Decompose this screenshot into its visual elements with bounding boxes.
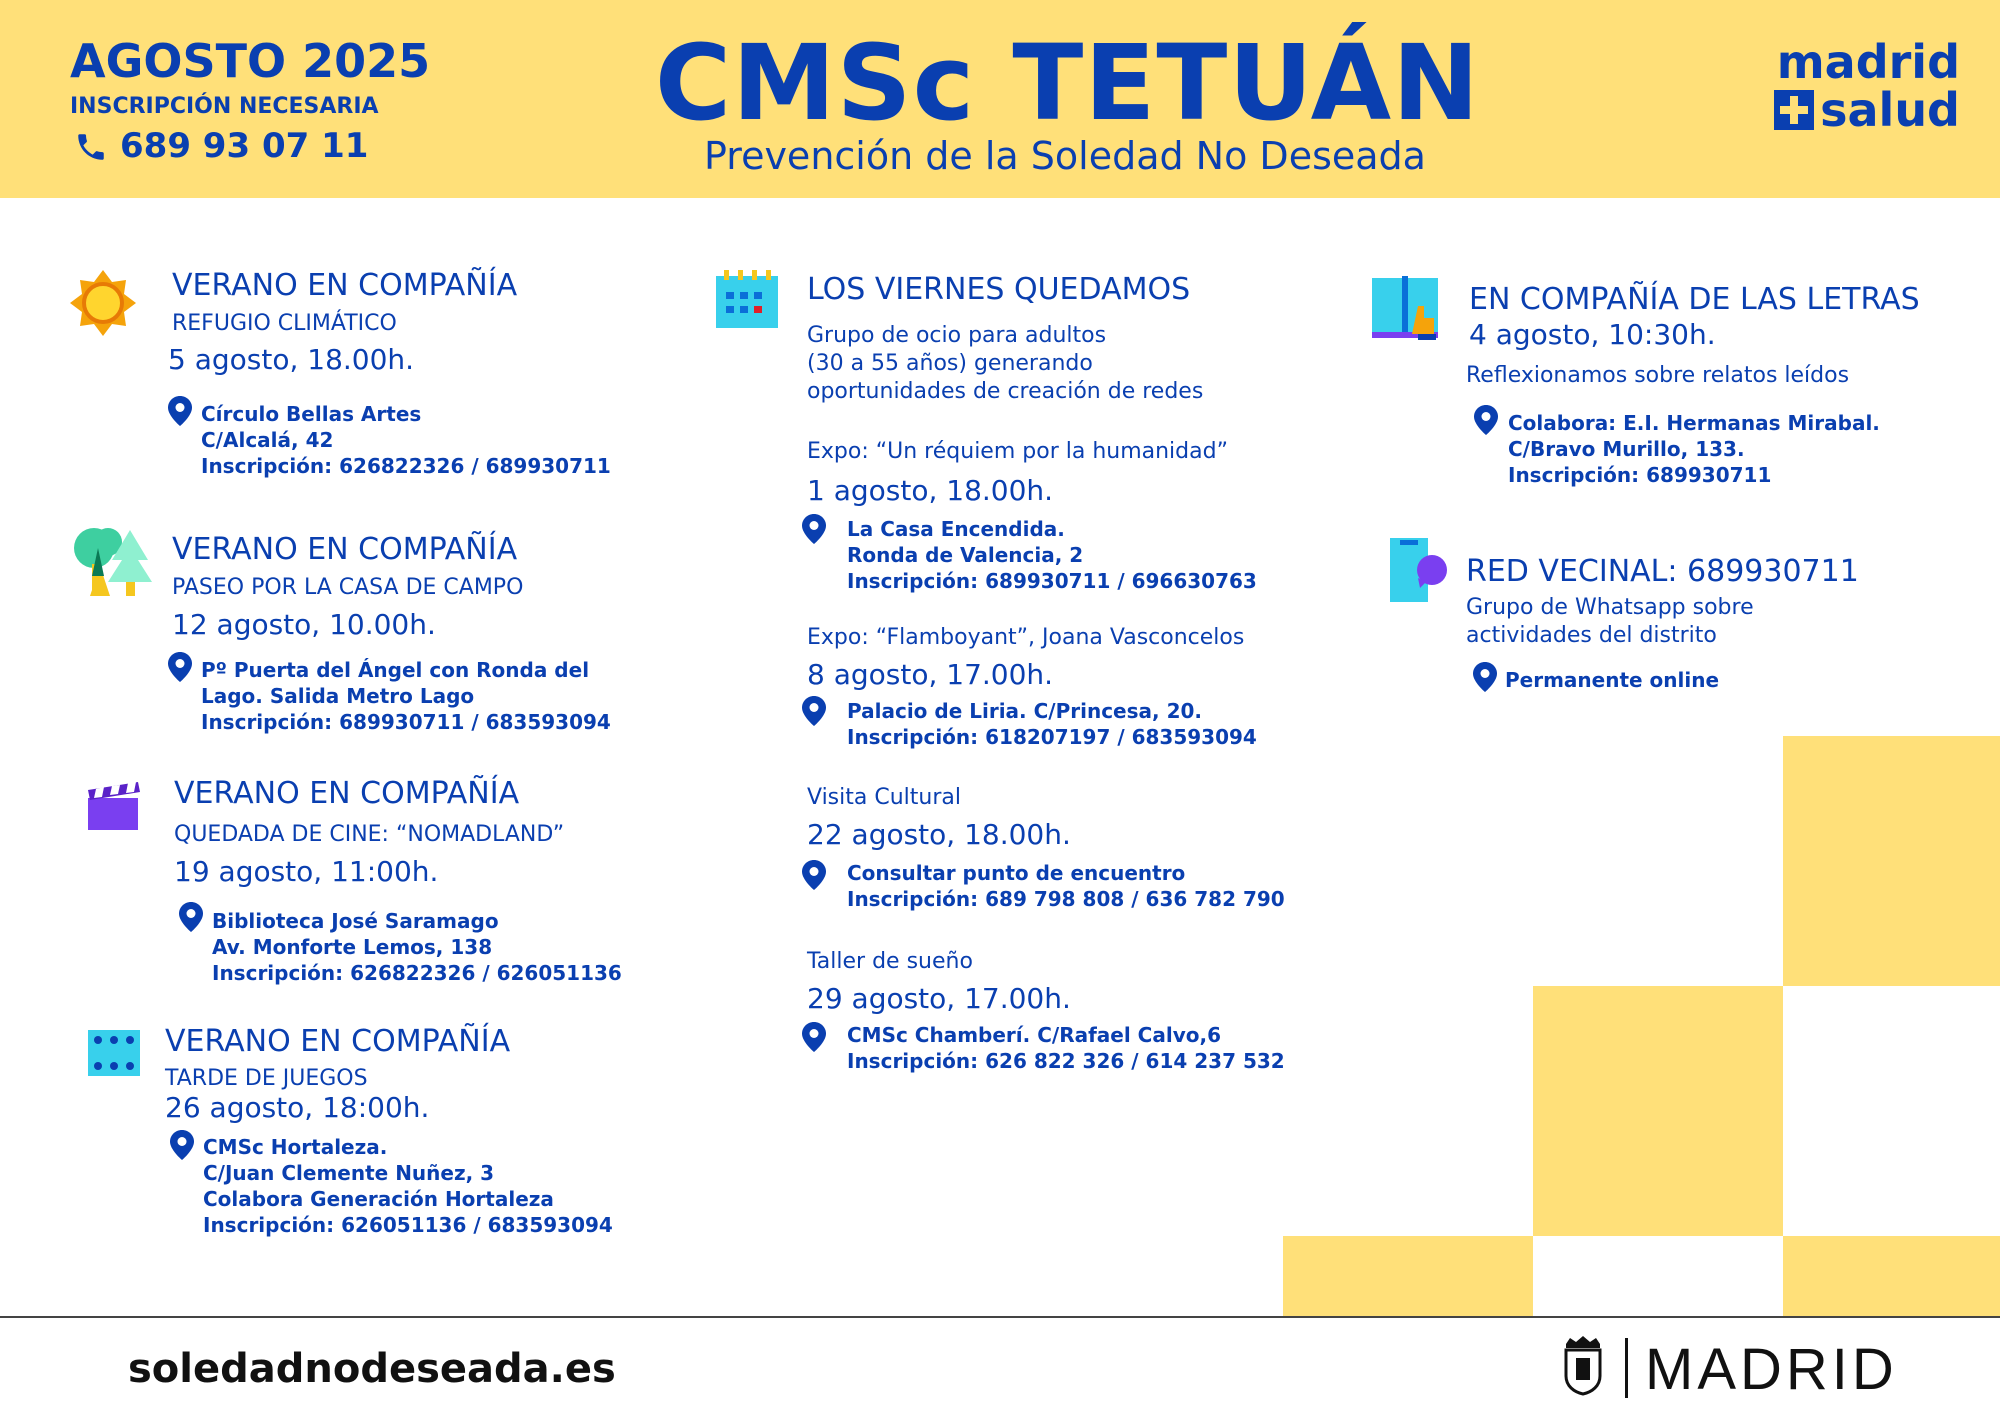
viernes-event1-name: Expo: “Un réquiem por la humanidad” [807,439,1228,464]
location-pin-icon [170,1130,194,1160]
red-vecinal-status: Permanente online [1505,668,1720,692]
page-subtitle: Prevención de la Soledad No Deseada [704,134,1426,178]
event4-location: CMSc Hortaleza. C/Juan Clemente Nuñez, 3 Colabora Generación Hortaleza Inscripción: 626051136 / 683593094 [203,1135,613,1237]
decor-square [1283,1236,1533,1316]
event3-subtitle: QUEDADA DE CINE: “NOMADLAND” [174,822,565,847]
footer-divider [0,1316,2000,1318]
madrid-salud-logo [1774,35,1960,137]
decor-square [1783,1236,2000,1316]
inscription-note: INSCRIPCIÓN NECESARIA [70,94,379,119]
viernes-event4-location: CMSc Chamberí. C/Rafael Calvo,6 Inscripción: 626 822 326 / 614 237 532 [847,1023,1285,1073]
madrid-coat-of-arms-icon [1562,1334,1604,1396]
event4-subtitle: TARDE DE JUEGOS [165,1066,368,1091]
page-title: CMSc TETUÁN [654,22,1481,144]
brand-line1: madrid [1776,35,1960,89]
viernes-event4-name: Taller de sueño [807,949,973,974]
event3-date: 19 agosto, 11:00h. [174,855,439,888]
event1-subtitle: REFUGIO CLIMÁTICO [172,311,397,336]
location-pin-icon [1474,405,1498,435]
calendar-icon [716,270,778,328]
red-vecinal-description: Grupo de Whatsapp sobre actividades del distrito [1466,595,1754,648]
event2-subtitle: PASEO POR LA CASA DE CAMPO [172,575,524,600]
viernes-event2-location: Palacio de Liria. C/Princesa, 20. Inscripción: 618207197 / 683593094 [847,699,1257,749]
location-pin-icon [802,1022,826,1052]
dice-icon [88,1030,140,1076]
viernes-event3-name: Visita Cultural [807,785,961,810]
chat-phone-icon [1390,538,1448,602]
viernes-event1-date: 1 agosto, 18.00h. [807,474,1054,507]
event2-location: Pº Puerta del Ángel con Ronda del Lago. Salida Metro Lago Inscripción: 689930711 / 683593094 [201,658,611,734]
location-pin-icon [802,696,826,726]
clapperboard-icon [86,782,142,832]
viernes-event3-location: Consultar punto de encuentro Inscripción: 689 798 808 / 636 782 790 [847,861,1285,911]
viernes-description: Grupo de ocio para adultos (30 a 55 años) generando oportunidades de creación de redes [807,323,1204,404]
month-label: AGOSTO 2025 [70,34,431,88]
event1-date: 5 agosto, 18.00h. [168,343,415,376]
viernes-event2-name: Expo: “Flamboyant”, Joana Vasconcelos [807,625,1245,650]
header-phone[interactable]: 689 93 07 11 [120,126,369,166]
location-pin-icon [802,514,826,544]
sun-icon [68,268,138,338]
letras-title: EN COMPAÑÍA DE LAS LETRAS [1469,282,1920,317]
decor-square [1533,986,1783,1236]
trees-icon [72,526,156,598]
location-pin-icon [1473,662,1497,692]
event1-location: Círculo Bellas Artes C/Alcalá, 42 Inscripción: 626822326 / 689930711 [201,402,611,478]
letras-description: Reflexionamos sobre relatos leídos [1466,363,1850,388]
website-link[interactable]: soledadnodeseada.es [128,1346,616,1392]
location-pin-icon [168,396,192,426]
event2-date: 12 agosto, 10.00h. [172,608,436,641]
event3-title: VERANO EN COMPAÑÍA [174,776,520,811]
event4-date: 26 agosto, 18:00h. [165,1091,430,1124]
viernes-event4-date: 29 agosto, 17.00h. [807,982,1071,1015]
health-cross-icon [1774,90,1814,130]
event3-location: Biblioteca José Saramago Av. Monforte Lemos, 138 Inscripción: 626822326 / 626051136 [212,909,622,985]
location-pin-icon [168,652,192,682]
red-vecinal-title: RED VECINAL: 689930711 [1466,554,1859,589]
location-pin-icon [802,860,826,890]
viernes-title: LOS VIERNES QUEDAMOS [807,272,1191,307]
letras-date: 4 agosto, 10:30h. [1469,318,1716,351]
madrid-city-logo: MADRID [1645,1337,1898,1402]
viernes-event3-date: 22 agosto, 18.00h. [807,818,1071,851]
event4-title: VERANO EN COMPAÑÍA [165,1024,511,1059]
viernes-event2-date: 8 agosto, 17.00h. [807,658,1054,691]
letras-location: Colabora: E.I. Hermanas Mirabal. C/Bravo Murillo, 133. Inscripción: 689930711 [1508,411,1880,487]
location-pin-icon [179,902,203,932]
event1-title: VERANO EN COMPAÑÍA [172,268,518,303]
logo-separator [1625,1338,1628,1398]
decor-square [1783,736,2000,986]
book-icon [1372,276,1446,342]
brand-line2: salud [1820,83,1960,137]
event2-title: VERANO EN COMPAÑÍA [172,532,518,567]
viernes-event1-location: La Casa Encendida. Ronda de Valencia, 2 Inscripción: 689930711 / 696630763 [847,517,1257,593]
